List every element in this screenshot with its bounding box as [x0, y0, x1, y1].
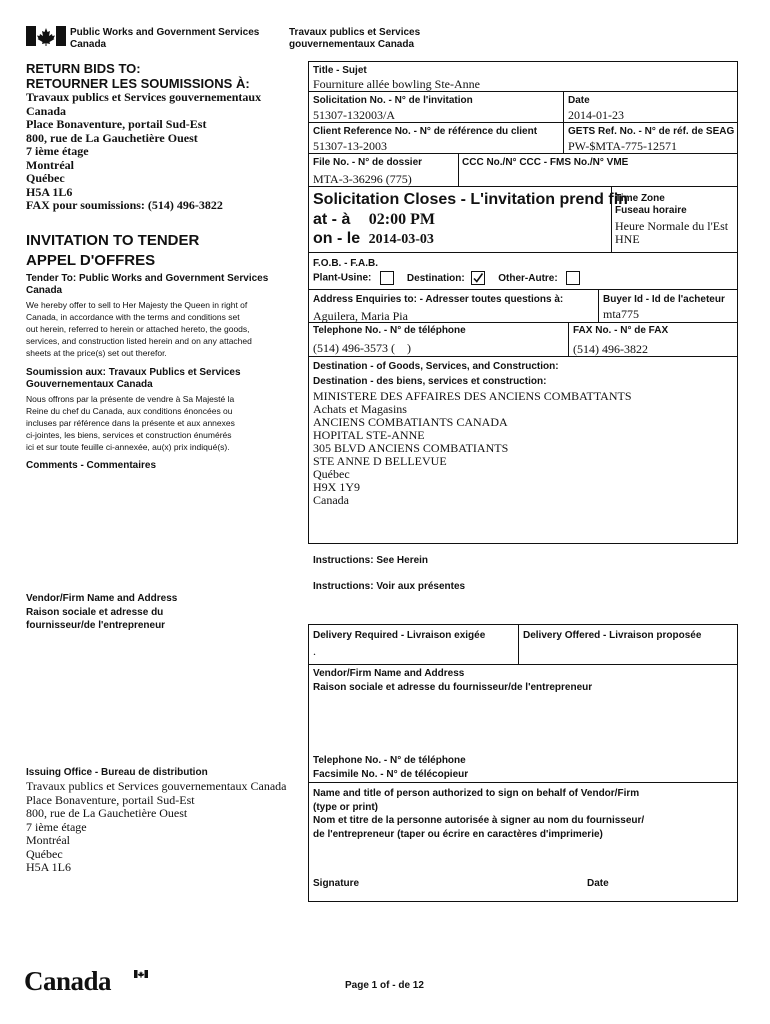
- destination-goods-label-en: Destination - of Goods, Services, and Construction:: [313, 361, 559, 372]
- telephone-value: (514) 496-3573 ( ): [313, 341, 411, 355]
- soumission-offer-line: ci-jointes, les biens, services et construction énumérés: [26, 430, 232, 440]
- tender-to-line1: Tender To: Public Works and Government Services: [26, 273, 269, 284]
- buyer-id-value: mta775: [603, 307, 639, 321]
- authorized-person-line: (type or print): [313, 801, 378, 813]
- return-address-line: Travaux publics et Services gouvernementaux: [26, 90, 262, 104]
- department-name-en-line1: Public Works and Government Services: [70, 27, 260, 38]
- tender-offer-text: [26, 299, 252, 359]
- closing-time-value: 02:00 PM: [368, 211, 435, 228]
- destination-goods-label: [313, 359, 559, 389]
- instructions-fr: Instructions: Voir aux présentes: [313, 581, 466, 592]
- canada-flag-icon: [26, 26, 66, 46]
- issuing-address-line: Place Bonaventure, portail Sud-Est: [26, 792, 195, 807]
- fob-label: F.O.B. - F.A.B.: [313, 258, 378, 269]
- vendor-firm-box-line1: Vendor/Firm Name and Address: [313, 668, 465, 679]
- invitation-heading: [26, 231, 199, 271]
- time-zone-label: [615, 193, 687, 217]
- authorized-person-line: de l'entrepreneur (taper ou écrire en caractères d'imprimerie): [313, 828, 603, 840]
- return-address-line: Place Bonaventure, portail Sud-Est: [26, 117, 207, 131]
- time-zone-value: [615, 220, 728, 246]
- tender-offer-line: Canada, in accordance with the terms and conditions set: [26, 312, 240, 322]
- page-number: Page 1 of - de 12: [345, 980, 424, 991]
- client-ref-value: 51307-13-2003: [313, 139, 387, 153]
- return-address-line: H5A 1L6: [26, 184, 73, 199]
- authorized-person-label: [313, 787, 644, 841]
- return-address-line: 7 ième étage: [26, 144, 89, 158]
- gets-ref-value: PW-$MTA-775-12571: [568, 139, 678, 153]
- department-name-fr: [289, 27, 420, 51]
- department-name-en: [70, 27, 259, 51]
- address-enquiries-value: Aguilera, Maria Pia: [313, 309, 408, 323]
- file-no-label: File No. - N° de dossier: [313, 157, 423, 168]
- closing-time: [313, 211, 435, 229]
- authorized-person-input-area[interactable]: [312, 844, 732, 874]
- time-zone-label-fr: Fuseau horaire: [615, 205, 687, 216]
- soumission-offer-line: Nous offrons par la présente de vendre à Sa Majesté la: [26, 394, 235, 404]
- invitation-heading-fr: APPEL D'OFFRES: [26, 252, 156, 269]
- soumission-offer-line: incluses par référence dans la présente et aux annexes: [26, 418, 235, 428]
- tender-offer-line: services, and construction listed herein and on any attached: [26, 336, 252, 346]
- signature-label: Signature: [313, 878, 360, 889]
- department-name-fr-line1: Travaux publics et Services: [289, 27, 421, 38]
- at-label: at - à: [313, 211, 351, 228]
- soumission-line1: Soumission aux: Travaux Publics et Services: [26, 367, 241, 378]
- other-autre-label: Other-Autre:: [498, 272, 558, 284]
- ccc-no-label: CCC No./N° CCC - FMS No./N° VME: [462, 157, 629, 168]
- destination-address-line: ANCIENS COMBATIANTS CANADA: [313, 415, 508, 429]
- destination-goods-label-fr: Destination - des biens, services et construction:: [313, 376, 547, 387]
- issuing-address-line: Montréal: [26, 833, 70, 847]
- comments-label: Comments - Commentaires: [26, 460, 157, 471]
- destination-address-line: Québec: [313, 467, 350, 481]
- gets-ref-label: GETS Ref. No. - N° de réf. de SEAG: [568, 126, 735, 137]
- department-name-fr-line2: gouvernementaux Canada: [289, 39, 415, 50]
- signature-date-label: Date: [587, 878, 609, 889]
- canada-wordmark: [24, 966, 134, 1006]
- issuing-office-address: [26, 780, 286, 875]
- tender-to-label: [26, 273, 268, 297]
- fax-value: (514) 496-3822: [573, 342, 648, 356]
- return-address-line: Québec: [26, 171, 65, 185]
- destination-goods-address: [313, 390, 632, 507]
- fob-options: [313, 271, 580, 285]
- vendor-firm-line3: fournisseur/de l'entrepreneur: [26, 620, 166, 631]
- destination-address-line: STE ANNE D BELLEVUE: [313, 454, 447, 468]
- time-zone-label-en: Time Zone: [615, 193, 665, 204]
- solicitation-no-value: 51307-132003/A: [313, 108, 395, 122]
- plant-usine-checkbox[interactable]: [380, 271, 394, 285]
- issuing-office-label: Issuing Office - Bureau de distribution: [26, 767, 208, 778]
- vendor-firm-line2: Raison sociale et adresse du: [26, 606, 164, 618]
- title-value: Fourniture allée bowling Ste-Anne: [313, 77, 480, 91]
- date-label: Date: [568, 95, 590, 106]
- return-bids-heading: [26, 61, 250, 91]
- tender-to-line2: Canada: [26, 285, 63, 296]
- checkmark-icon: [472, 272, 484, 284]
- issuing-address-line: 800, rue de La Gauchetière Ouest: [26, 806, 188, 820]
- vendor-firm-line1: Vendor/Firm Name and Address: [26, 593, 178, 604]
- tender-offer-line: out herein, referred to herein or attached hereto, the goods,: [26, 324, 250, 334]
- soumission-offer-line: Reine du chef du Canada, aux conditions énoncées ou: [26, 406, 233, 416]
- destination-address-line: 305 BLVD ANCIENS COMBATIANTS: [313, 441, 509, 455]
- destination-address-line: HOPITAL STE-ANNE: [313, 428, 425, 442]
- title-label: Title - Sujet: [313, 65, 367, 76]
- solicitation-closes-label: Solicitation Closes - L'invitation prend fin: [313, 191, 628, 208]
- vendor-firm-box-label: [313, 667, 592, 695]
- address-enquiries-label: Address Enquiries to: - Adresser toutes questions à:: [313, 294, 564, 305]
- soumission-offer-text: [26, 393, 235, 453]
- destination-label: Destination:: [406, 272, 465, 284]
- destination-address-line: Canada: [313, 493, 349, 507]
- issuing-address-line: Québec: [26, 846, 63, 861]
- delivery-offered-label: Delivery Offered - Livraison proposée: [523, 630, 702, 641]
- vendor-firm-label-left: [26, 592, 177, 633]
- soumission-label: [26, 367, 241, 391]
- delivery-required-value: .: [313, 644, 316, 658]
- return-address-line: Montréal: [26, 157, 74, 172]
- authorized-person-line: Name and title of person authorized to sign on behalf of Vendor/Firm: [313, 788, 640, 799]
- issuing-address-line: Travaux publics et Services gouvernementaux Canada: [26, 779, 287, 793]
- vendor-telephone-label: Telephone No. - N° de téléphone: [313, 755, 466, 766]
- date-value: 2014-01-23: [568, 108, 624, 122]
- return-address: [26, 91, 261, 213]
- department-name-en-line2: Canada: [70, 39, 107, 50]
- file-no-value: MTA-3-36296 (775): [313, 172, 412, 186]
- closing-date: [313, 230, 434, 248]
- return-address-line: 800, rue de La Gauchetière Ouest: [26, 130, 198, 145]
- return-bids-heading-fr: RETOURNER LES SOUMISSIONS À:: [26, 76, 250, 91]
- canada-wordmark-text: Canada: [24, 966, 112, 996]
- vendor-firm-box-line2: Raison sociale et adresse du fournisseur/de l'entrepreneur: [313, 682, 593, 693]
- vendor-firm-input-area[interactable]: [312, 696, 732, 750]
- tender-offer-line: sheets at the price(s) set out therefor.: [26, 348, 167, 358]
- plant-usine-label: Plant-Usine:: [313, 272, 372, 284]
- canada-wordmark-flag-icon: [134, 970, 148, 978]
- tender-offer-line: We hereby offer to sell to Her Majesty the Queen in right of: [26, 300, 248, 310]
- on-label: on - le: [313, 230, 361, 247]
- destination-checkbox[interactable]: [471, 271, 485, 285]
- issuing-address-line: 7 ième étage: [26, 819, 87, 834]
- delivery-required-label: Delivery Required - Livraison exigée: [313, 630, 486, 641]
- destination-address-line: H9X 1Y9: [313, 480, 360, 494]
- time-zone-value-line2: HNE: [615, 232, 640, 246]
- destination-address-line: MINISTERE DES AFFAIRES DES ANCIENS COMBATTANTS: [313, 389, 632, 403]
- fax-label: FAX No. - N° de FAX: [573, 325, 669, 336]
- telephone-label: Telephone No. - N° de téléphone: [313, 325, 466, 336]
- soumission-offer-line: ici et sur toute feuille ci-annexée, au(x) prix indiqué(s).: [26, 442, 230, 452]
- closing-date-value: 2014-03-03: [368, 232, 434, 247]
- authorized-person-line: Nom et titre de la personne autorisée à signer au nom du fournisseur/: [313, 815, 645, 826]
- invitation-heading-en: INVITATION TO TENDER: [26, 232, 200, 249]
- solicitation-no-label: Solicitation No. - N° de l'invitation: [313, 95, 473, 106]
- destination-address-line: Achats et Magasins: [313, 402, 407, 416]
- client-ref-label: Client Reference No. - N° de référence du client: [313, 126, 538, 137]
- buyer-id-label: Buyer Id - Id de l'acheteur: [603, 294, 725, 305]
- time-zone-value-line1: Heure Normale du l'Est: [615, 219, 729, 233]
- instructions-en: Instructions: See Herein: [313, 555, 429, 566]
- other-autre-checkbox[interactable]: [566, 271, 580, 285]
- issuing-address-line: H5A 1L6: [26, 860, 71, 874]
- return-address-line: Canada: [26, 103, 67, 118]
- soumission-line2: Gouvernementaux Canada: [26, 379, 153, 390]
- vendor-facsimile-label: Facsimile No. - N° de télécopieur: [313, 769, 469, 780]
- return-bids-heading-en: RETURN BIDS TO:: [26, 61, 141, 76]
- return-fax-line: FAX pour soumissions: (514) 496-3822: [26, 198, 223, 212]
